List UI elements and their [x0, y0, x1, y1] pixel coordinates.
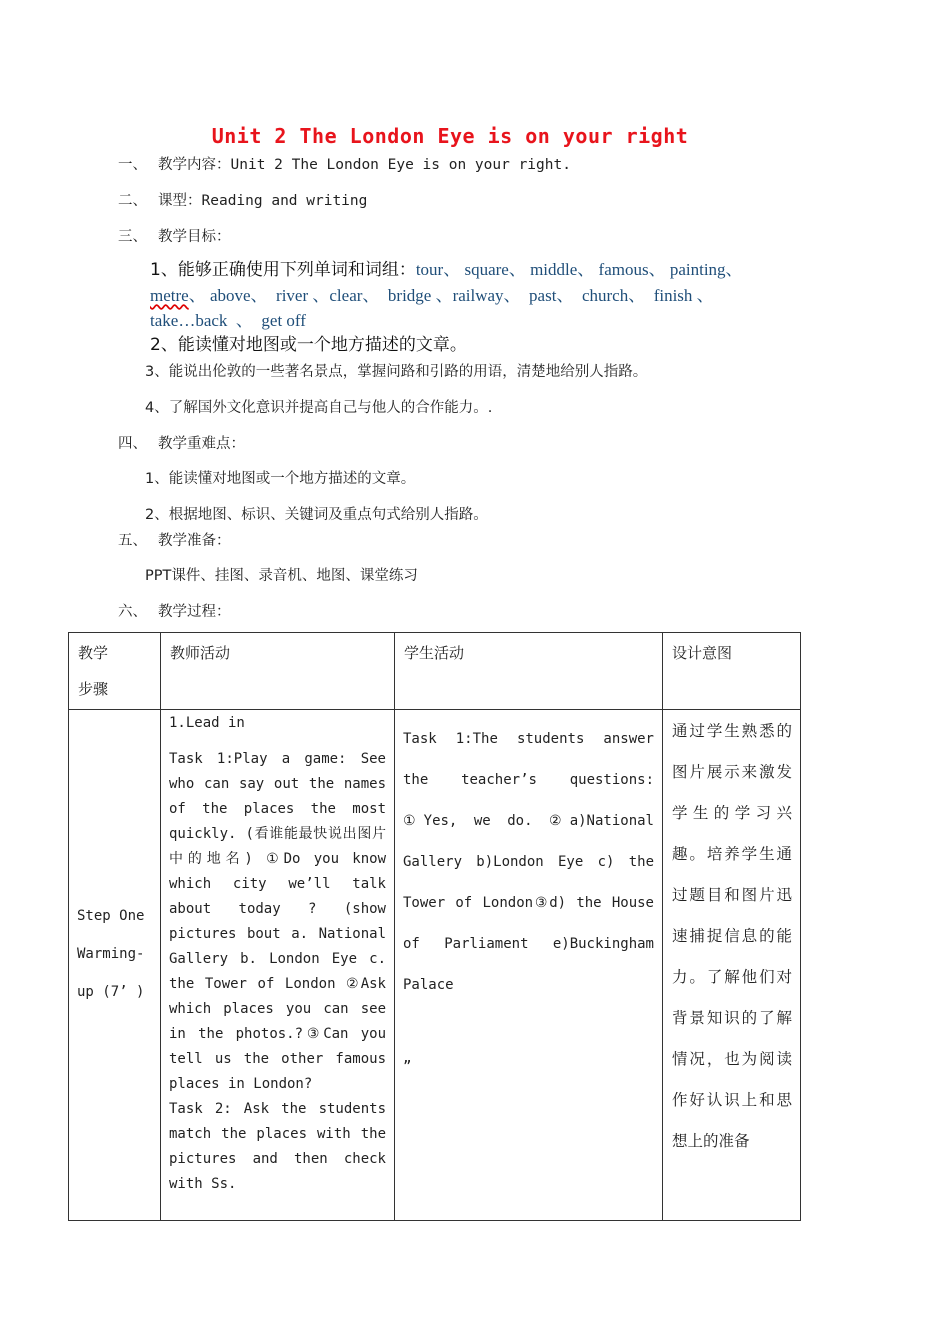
section-label: 教学内容： — [158, 157, 231, 173]
objective-1-prefix: 1、能够正确使用下列单词和词组： — [150, 260, 416, 280]
step-line1: Step One — [77, 908, 145, 924]
section-content — [118, 153, 571, 174]
student-quote-mark: ” — [403, 1059, 412, 1075]
key-point-2: 2、根据地图、标识、关键词及重点句式给别人指路。 — [145, 507, 488, 523]
step-line2: Warming- — [77, 946, 145, 962]
table-header-row — [69, 633, 801, 710]
section-number: 一、 — [118, 157, 147, 173]
section-text: Unit 2 The London Eye is on your right. — [230, 157, 571, 173]
header-step-line1: 教学 — [78, 644, 109, 662]
design-intent-cell: 通过学生熟悉的图片展示来激发学生的学习兴趣。培养学生通过题目和图片迅速捕捉信息的能力。了解他们对背景知识的了解情况，也为阅读作好认识上和思想上的准备 — [663, 710, 801, 1221]
student-activity-cell — [395, 710, 663, 1221]
objective-2: 2、能读懂对地图或一个地方描述的文章。 — [150, 335, 467, 355]
objective-1 — [150, 257, 830, 333]
teacher-activity-cell — [161, 710, 395, 1221]
objective-3: 3、能说出伦敦的一些著名景点，掌握问路和引路的用语，清楚地给别人指路。 — [145, 364, 648, 380]
step-cell — [69, 710, 161, 1221]
key-point-1: 1、能读懂对地图或一个地方描述的文章。 — [145, 471, 416, 487]
teacher-task-1: Task 1:Play a game: See who can say out the names of the places the most quickly. (看谁能最快说出图片中的地名) ①Do you know which city we’ll talk about today ? (show pictures bout a. National Gallery b. London Eye c. the Tower of London ②Ask which places you can see in the photos.?③Can you tell us the other famous places in London? — [169, 751, 386, 1092]
teacher-task-2: Task 2: Ask the students match the places with the pictures and then check with Ss. — [169, 1101, 386, 1192]
step-line3: up (7’ ) — [77, 984, 145, 1000]
section-number: 四、 — [118, 436, 147, 452]
header-student: 学生活动 — [395, 633, 663, 710]
section-label: 教学重难点： — [158, 436, 245, 452]
student-task-1: Task 1:The students answer the teacher’s questions: ①Yes, we do. ②a)National Gallery b)London Eye c) the Tower of London③d) the House of Parliament e)Buckingham Palace — [403, 731, 654, 993]
section-label: 教学目标： — [158, 229, 231, 245]
header-teacher: 教师活动 — [161, 633, 395, 710]
section-label: 课型： — [158, 193, 202, 209]
section-number: 三、 — [118, 229, 147, 245]
section-label: 教学准备： — [158, 533, 231, 549]
teacher-lead-in: 1.Lead in — [169, 715, 245, 731]
preparation-list: PPT课件、挂图、录音机、地图、课堂练习 — [145, 568, 418, 584]
section-number: 五、 — [118, 533, 147, 549]
objective-4: 4、了解国外文化意识并提高自己与他人的合作能力。. — [145, 400, 493, 416]
process-table — [68, 632, 801, 1221]
section-key-points — [118, 432, 245, 453]
section-type — [118, 189, 367, 210]
section-objectives — [118, 225, 231, 246]
word-metre: metre — [150, 286, 189, 305]
section-text: Reading and writing — [201, 193, 368, 209]
header-step — [69, 633, 161, 710]
section-preparation — [118, 529, 231, 550]
section-process — [118, 600, 231, 621]
objective-1-words-2: 、 above、 river 、clear、 bridge 、railway、 past、 church、 finish 、 — [188, 286, 714, 305]
document-title: Unit 2 The London Eye is on your right — [211, 124, 689, 148]
section-label: 教学过程： — [158, 604, 231, 620]
header-step-line2: 步骤 — [78, 680, 109, 698]
objective-1-phrases: take…back 、 get off — [150, 311, 306, 330]
table-row — [69, 710, 801, 1221]
objective-1-words: tour、 square、 middle、 famous、 painting、 — [415, 260, 743, 279]
header-design: 设计意图 — [663, 633, 801, 710]
section-number: 二、 — [118, 193, 147, 209]
section-number: 六、 — [118, 604, 147, 620]
